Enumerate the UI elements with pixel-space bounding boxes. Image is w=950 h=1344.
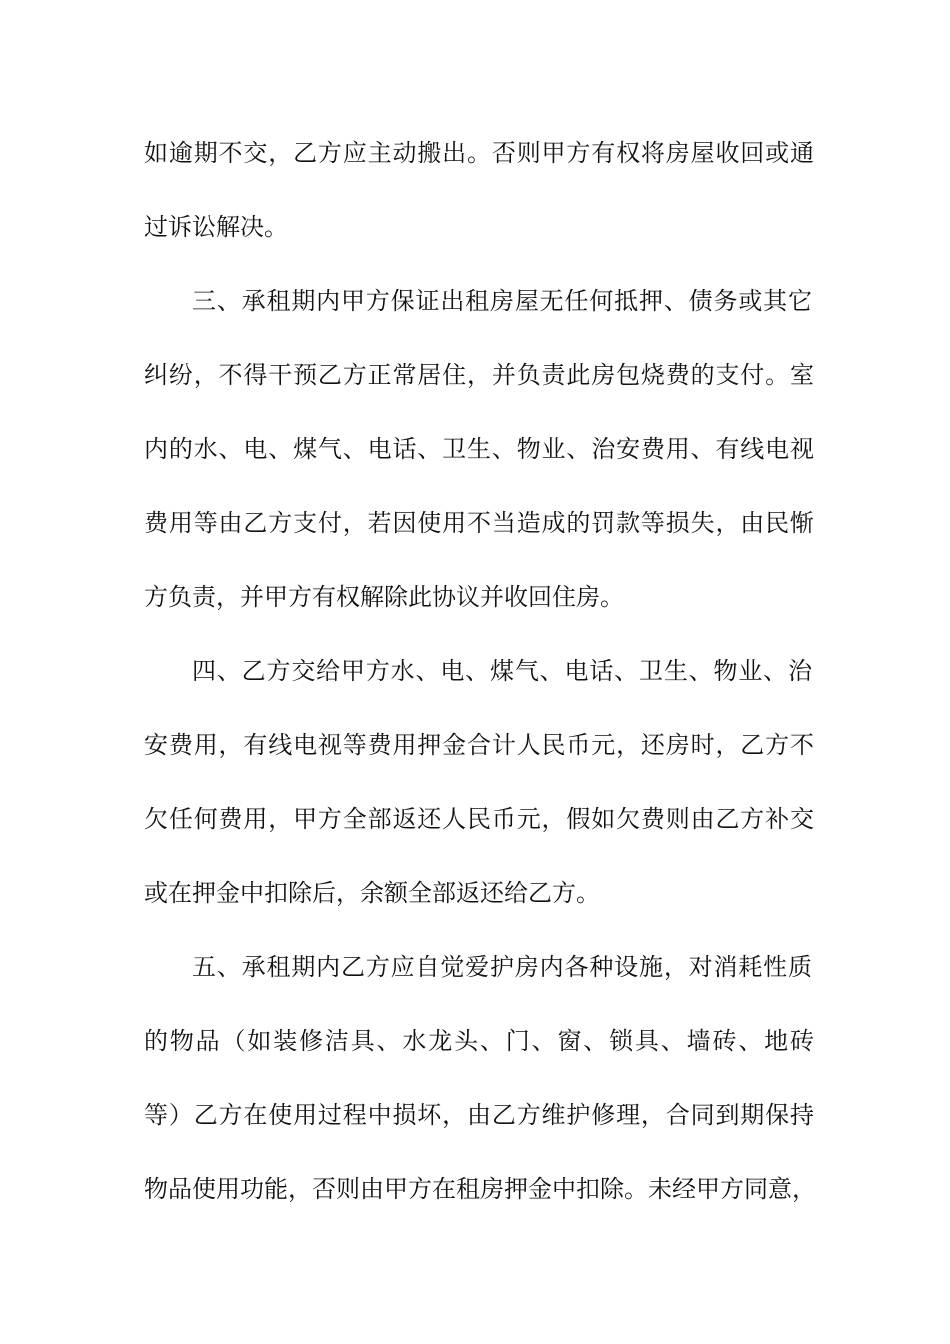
- text-line: 费用等由乙方支付，若因使用不当造成的罚款等损失，由民惭: [144, 509, 814, 537]
- text-line: 物品使用功能，否则由甲方在租房押金中扣除。未经甲方同意，: [144, 1175, 816, 1203]
- text-line: 如逾期不交，乙方应主动搬出。否则甲方有权将房屋收回或通: [144, 139, 814, 167]
- text-line: 方负责，并甲方有权解除此协议并收回住房。: [144, 583, 624, 611]
- text-line: 内的水、电、煤气、电话、卫生、物业、治安费用、有线电视: [144, 435, 814, 463]
- text-line: 安费用，有线电视等费用押金合计人民币元，还房时，乙方不: [144, 731, 814, 759]
- text-line: 或在押金中扣除后，余额全部返还给乙方。: [144, 879, 600, 907]
- paragraph-heading-line: 三、承租期内甲方保证出租房屋无任何抵押、债务或其它: [192, 287, 812, 315]
- text-line: 过诉讼解决。: [144, 213, 288, 241]
- text-line: 的物品（如装修洁具、水龙头、门、窗、锁具、墙砖、地砖: [144, 1027, 814, 1055]
- text-line: 纠纷，不得干预乙方正常居住，并负责此房包烧费的支付。室: [144, 361, 814, 389]
- paragraph-heading-line: 五、承租期内乙方应自觉爱护房内各种设施，对消耗性质: [192, 953, 812, 981]
- paragraph-heading-line: 四、乙方交给甲方水、电、煤气、电话、卫生、物业、治: [192, 657, 812, 685]
- text-line: 欠任何费用，甲方全部返还人民币元，假如欠费则由乙方补交: [144, 805, 814, 833]
- text-line: 等）乙方在使用过程中损坏，由乙方维护修理，合同到期保持: [144, 1101, 814, 1129]
